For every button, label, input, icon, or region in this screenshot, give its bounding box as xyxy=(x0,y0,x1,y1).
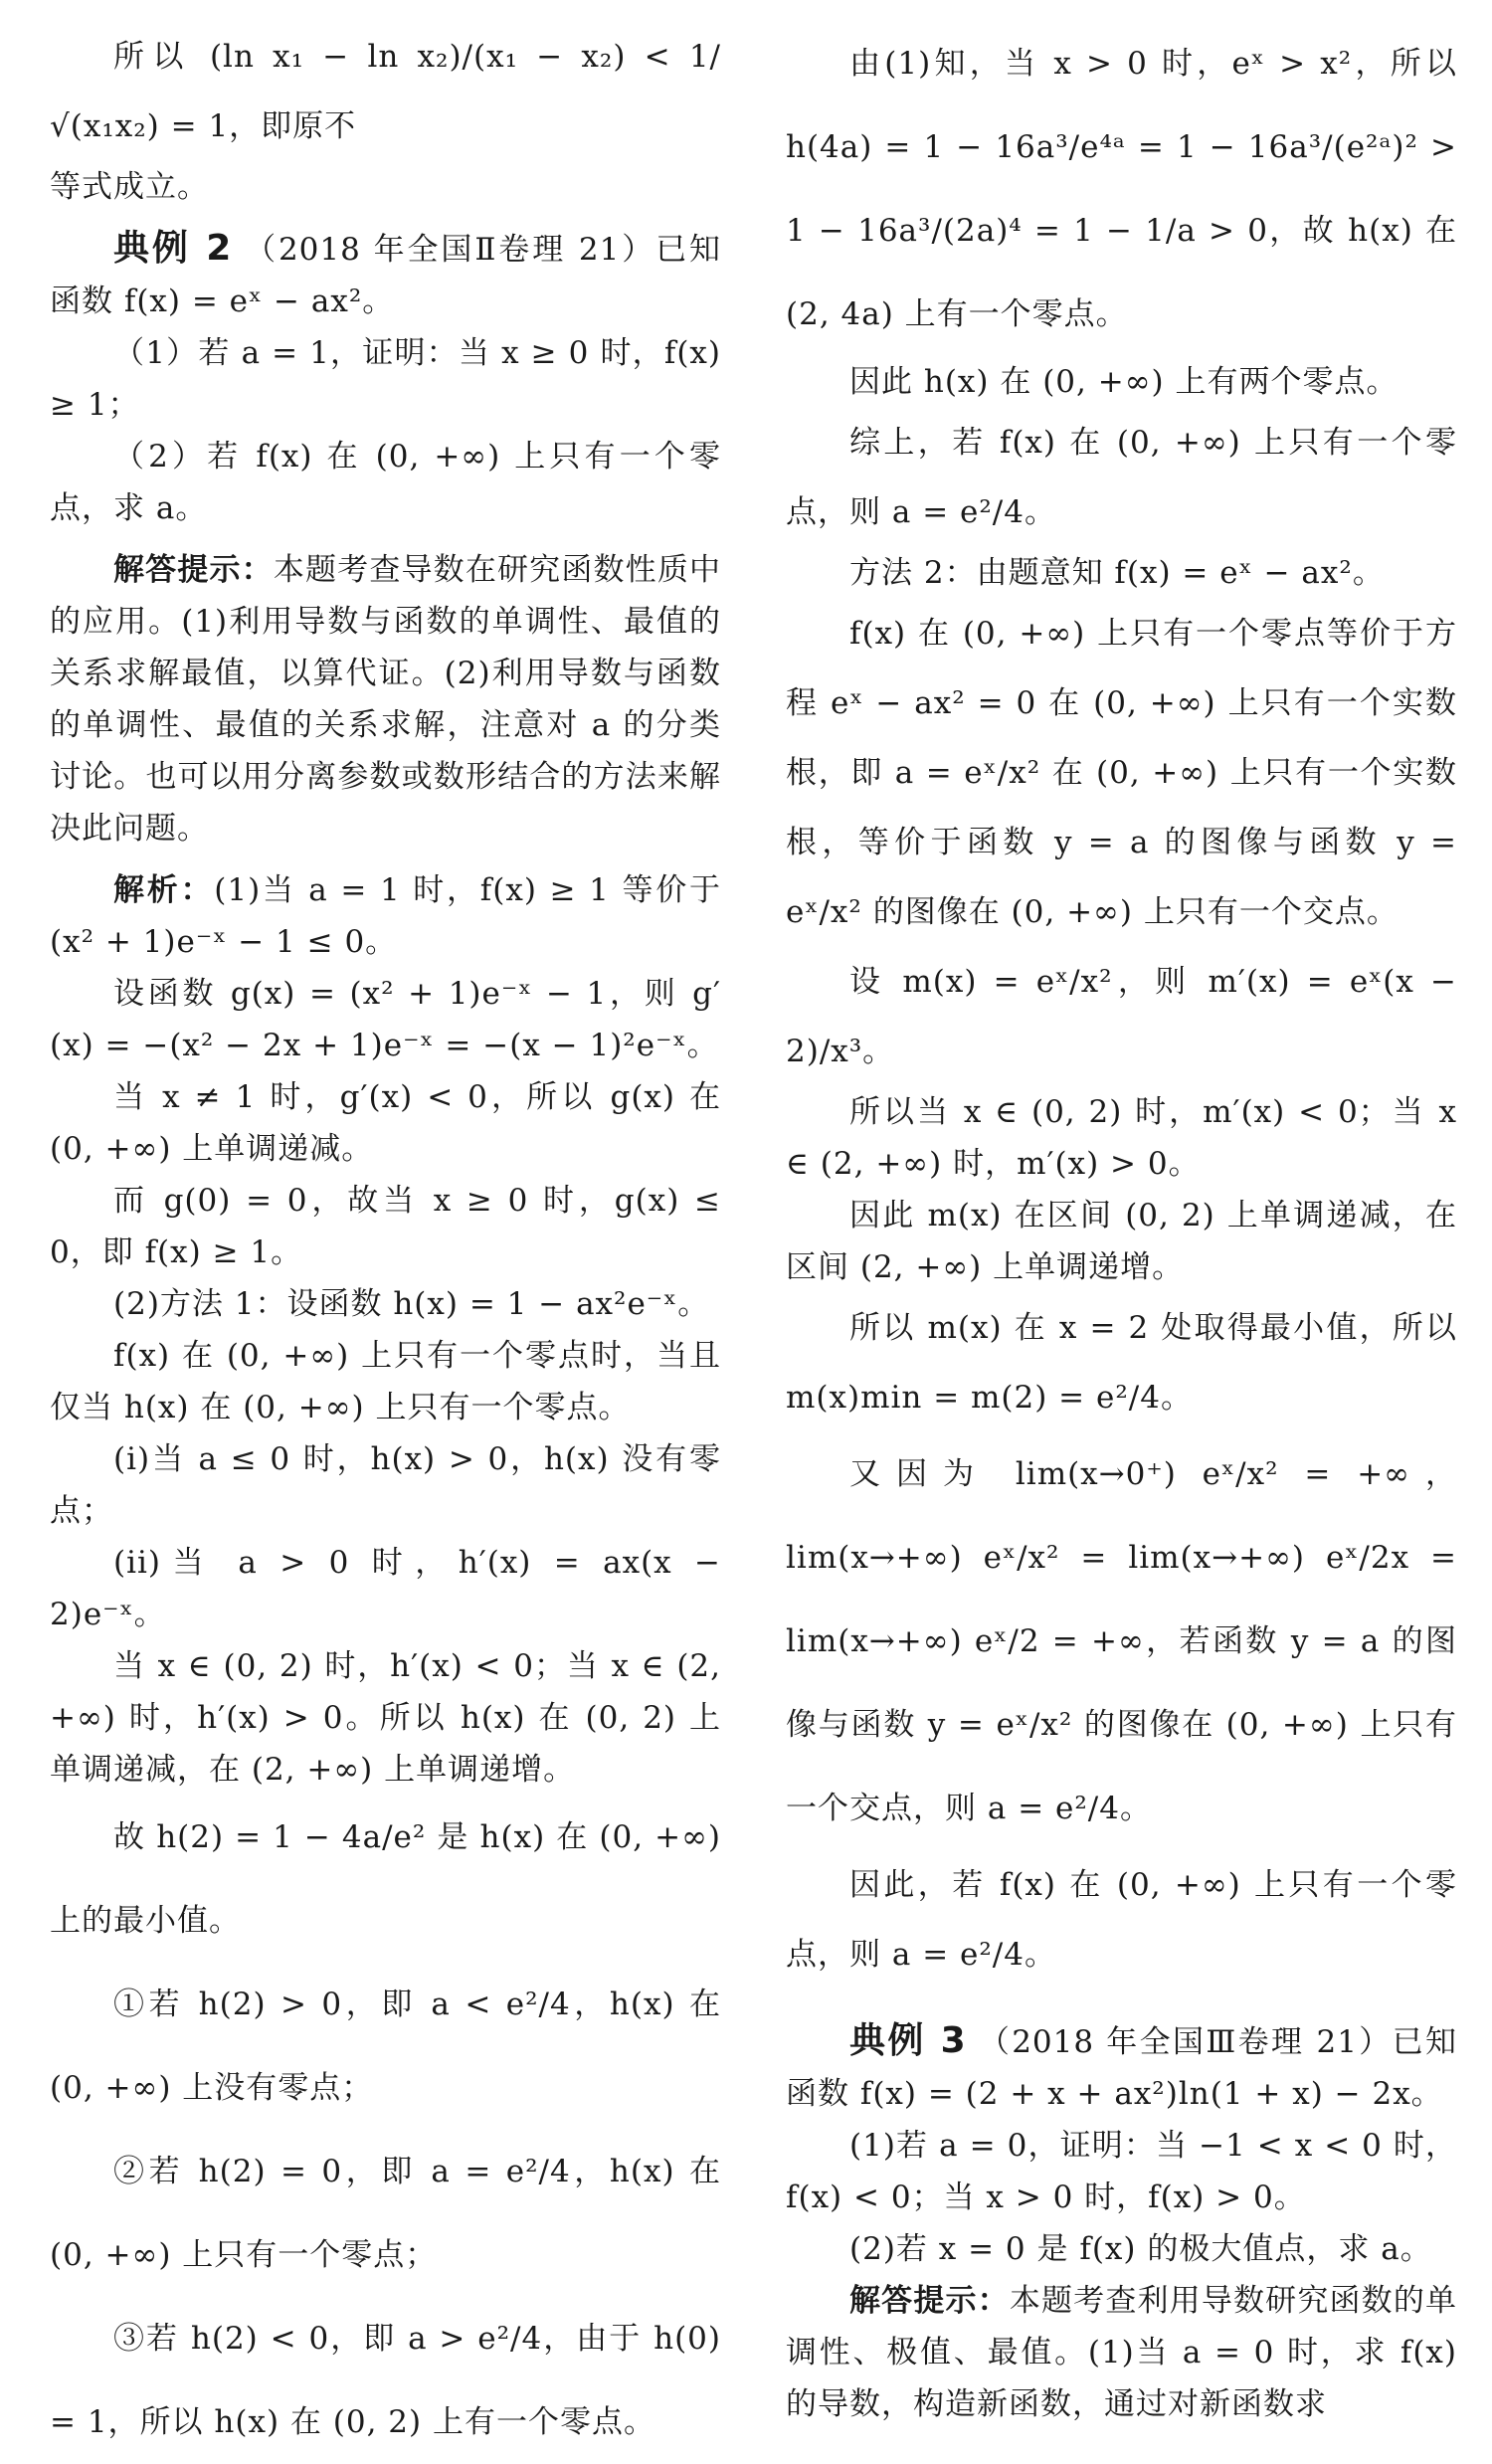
answer-hint-label: 解答提示： xyxy=(113,552,274,588)
solution-case: ①若 h(2) > 0，即 a < e²/4，h(x) 在 (0, +∞) 上没有零点； xyxy=(50,1987,721,2106)
example-2-question-2: （2）若 f(x) 在 (0, +∞) 上只有一个零点，求 a。 xyxy=(50,439,721,526)
right-column xyxy=(786,22,1457,2430)
solution-step: 当 x ∈ (0, 2) 时，h′(x) < 0；当 x ∈ (2, +∞) 时，h′(x) > 0。所以 h(x) 在 (0, 2) 上单调递减，在 (2, +∞) 上单调递增。 xyxy=(50,1648,721,1788)
method-2-step: 因此，若 f(x) 在 (0, +∞) 上只有一个零点，则 a = e²/4。 xyxy=(786,1867,1457,1973)
solution-step: 设函数 g(x) = (x² + 1)e⁻ˣ − 1，则 g′(x) = −(x² − 2x + 1)e⁻ˣ = −(x − 1)²e⁻ˣ。 xyxy=(50,976,721,1063)
solution-step: 故 h(2) = 1 − 4a/e² 是 h(x) 在 (0, +∞) 上的最小值。 xyxy=(50,1819,721,1939)
conclusion-line: 所以 (ln x₁ − ln x₂)/(x₁ − x₂) < 1/√(x₁x₂) = 1，即原不 xyxy=(50,39,721,144)
answer-hint-3 xyxy=(786,2275,1457,2430)
example-2-statement: （2018 年全国Ⅱ卷理 21）已知函数 f(x) = eˣ − ax²。 xyxy=(50,232,721,319)
method-2-step: f(x) 在 (0, +∞) 上只有一个零点等价于方程 eˣ − ax² = 0 在 (0, +∞) 上只有一个实数根，即 a = eˣ/x² 在 (0, +∞) 上只有一个实数根，等价于函数 y = a 的图像与函数 y = eˣ/x² 的图像在 (0, +∞) 上只有一个交点。 xyxy=(786,616,1457,930)
example-3-statement: （2018 年全国Ⅲ卷理 21）已知函数 f(x) = (2 + x + ax²)ln(1 + x) − 2x。 xyxy=(786,2024,1457,2112)
answer-hint-3-label: 解答提示： xyxy=(849,2283,1010,2319)
solution-case: ③若 h(2) < 0，即 a > e²/4，由于 h(0) = 1，所以 h(x) 在 (0, 2) 上有一个零点。 xyxy=(50,2321,721,2440)
solution-step: 而 g(0) = 0，故当 x ≥ 0 时，g(x) ≤ 0，即 f(x) ≥ 1。 xyxy=(50,1183,721,1270)
answer-hint-text: 本题考查导数在研究函数性质中的应用。(1)利用导数与函数的单调性、最值的关系求解最值，以算代证。(2)利用导数与函数的单调性、最值的关系求解，注意对 a 的分类讨论。也可以用分离参数或数形结合的方法来解决此问题。 xyxy=(50,552,722,847)
solution-case: ②若 h(2) = 0，即 a = e²/4，h(x) 在 (0, +∞) 上只有一个零点； xyxy=(50,2154,721,2273)
example-2-title: 典例 2 xyxy=(113,228,233,269)
answer-hint-3-text: 本题考查利用导数研究函数的单调性、极值、最值。(1)当 a = 0 时，求 f(x) 的导数，构造新函数，通过对新函数求 xyxy=(786,2283,1458,2422)
solution-step: (ii)当 a > 0 时，h′(x) = ax(x − 2)e⁻ˣ。 xyxy=(50,1545,721,1632)
method-2-step: 所以 m(x) 在 x = 2 处取得最小值，所以 m(x)min = m(2) = e²/4。 xyxy=(786,1310,1457,1416)
solution-step: 由(1)知，当 x > 0 时，eˣ > x²，所以 h(4a) = 1 − 16a³/e⁴ᵃ = 1 − 16a³/(e²ᵃ)² > 1 − 16a³/(2a)⁴ = 1 − 1/a > 0，故 h(x) 在 (2, 4a) 上有一个零点。 xyxy=(786,46,1457,332)
solution-step: 当 x ≠ 1 时，g′(x) < 0，所以 g(x) 在 (0, +∞) 上单调递减。 xyxy=(50,1079,721,1167)
solution-part-1 xyxy=(50,864,721,968)
answer-hint xyxy=(50,544,721,854)
method-2-step: 所以当 x ∈ (0, 2) 时，m′(x) < 0；当 x ∈ (2, +∞) 时，m′(x) > 0。 xyxy=(786,1094,1457,1182)
solution-step: 因此 h(x) 在 (0, +∞) 上有两个零点。 xyxy=(849,364,1399,400)
example-2-question-1: （1）若 a = 1，证明：当 x ≥ 0 时，f(x) ≥ 1； xyxy=(50,335,721,423)
solution-step: (i)当 a ≤ 0 时，h(x) > 0，h(x) 没有零点； xyxy=(50,1441,721,1529)
example-3-question-1: (1)若 a = 0，证明：当 −1 < x < 0 时，f(x) < 0；当 x > 0 时，f(x) > 0。 xyxy=(786,2128,1457,2215)
solution-text: (1)当 a = 1 时，f(x) ≥ 1 等价于 (x² + 1)e⁻ˣ − 1 ≤ 0。 xyxy=(50,872,721,960)
solution-step: (2)方法 1：设函数 h(x) = 1 − ax²e⁻ˣ。 xyxy=(113,1286,710,1322)
solution-step: 综上，若 f(x) 在 (0, +∞) 上只有一个零点，则 a = e²/4。 xyxy=(786,425,1457,530)
method-2-step: 因此 m(x) 在区间 (0, 2) 上单调递减，在区间 (2, +∞) 上单调递增。 xyxy=(786,1198,1457,1285)
method-2-step: 又因为 lim(x→0⁺) eˣ/x² = +∞，lim(x→+∞) eˣ/x² = lim(x→+∞) eˣ/2x = lim(x→+∞) eˣ/2 = +∞，若函数 y = a 的图像与函数 y = eˣ/x² 的图像在 (0, +∞) 上只有一个交点，则 a = e²/4。 xyxy=(786,1456,1457,1826)
conclusion-line-end: 等式成立。 xyxy=(50,169,209,205)
solution-step: f(x) 在 (0, +∞) 上只有一个零点时，当且仅当 h(x) 在 (0, +∞) 上只有一个零点。 xyxy=(50,1338,721,1425)
example-2-header xyxy=(50,223,721,327)
method-2-step: 方法 2：由题意知 f(x) = eˣ − ax²。 xyxy=(849,555,1385,591)
example-3-question-2: (2)若 x = 0 是 f(x) 的极大值点，求 a。 xyxy=(849,2231,1432,2267)
example-3-title: 典例 3 xyxy=(849,2020,967,2061)
solution-label: 解析： xyxy=(113,872,215,908)
method-2-step: 设 m(x) = eˣ/x²，则 m′(x) = eˣ(x − 2)/x³。 xyxy=(786,964,1457,1069)
example-3-header xyxy=(786,2015,1457,2120)
left-column xyxy=(50,22,721,2464)
